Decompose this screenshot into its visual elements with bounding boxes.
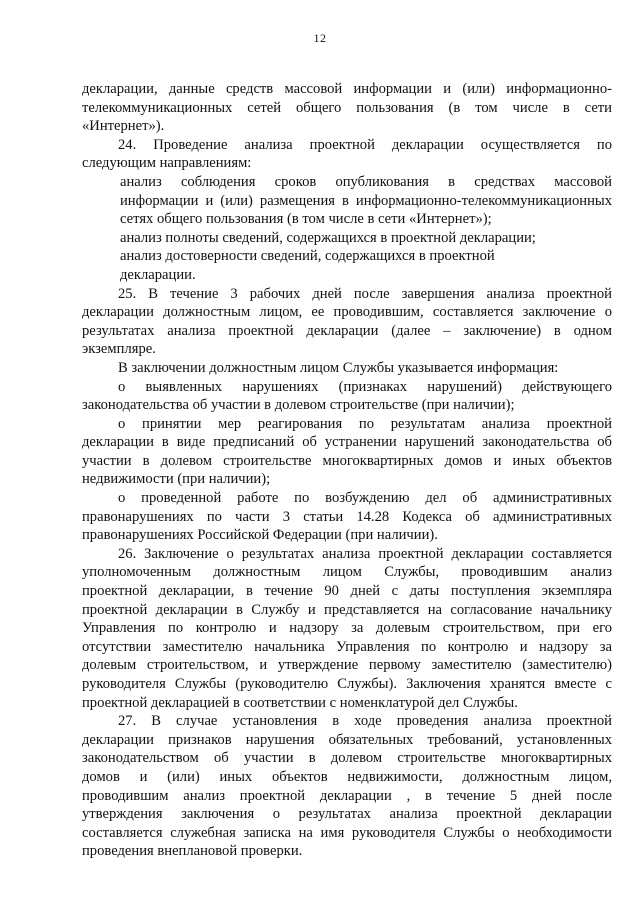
- text-line: 27. В случае установления в ходе проведения анализа проектной: [118, 713, 612, 730]
- text-line: отсутствии заместителю начальника Управления по контролю и надзору за: [82, 638, 612, 655]
- text-line: проведения внеплановой проверки.: [82, 843, 303, 860]
- text-line: 24. Проведение анализа проектной декларации осуществляется по: [118, 136, 612, 153]
- text-line: домов и (или) иных объектов недвижимости, должностным лицом,: [82, 768, 612, 785]
- text-line: анализ полноты сведений, содержащихся в проектной декларации;: [120, 229, 536, 246]
- text-line: декларации в виде предписаний об устранении нарушений законодательства об: [82, 434, 612, 451]
- text-line: В заключении должностным лицом Службы указывается информация:: [118, 359, 559, 376]
- text-line: правонарушениях по части 3 статьи 14.28 Кодекса об административных: [82, 508, 612, 525]
- text-line: правонарушениях Российской Федерации (при наличии).: [82, 527, 438, 544]
- text-line: 26. Заключение о результатах анализа проектной декларации составляется: [118, 545, 612, 562]
- text-line: о выявленных нарушениях (признаках нарушений) действующего: [118, 378, 612, 395]
- text-line: проектной декларации, в течение 90 дней с даты поступления экземпляра: [82, 583, 612, 600]
- text-line: декларации, данные средств массовой информации и (или) информационно-: [82, 81, 612, 97]
- text-line: анализ достоверности сведений, содержащихся в проектной: [120, 248, 495, 265]
- text-line: декларации должностным лицом, ее проводившим, составляется заключение о: [82, 304, 612, 321]
- text-line: декларации признаков нарушения обязательных требований, установленных: [82, 731, 612, 748]
- text-line: телекоммуникационных сетей общего пользования (в том числе в сети: [82, 99, 612, 116]
- text-line: Управления по контролю и надзору за долевым строительством, при его: [82, 620, 612, 637]
- text-line: законодательства об участии в долевом строительстве (при наличии);: [82, 397, 515, 414]
- text-line: проектной декларацией в соответствии с номенклатурой дел Службы.: [82, 694, 518, 711]
- text-line: участии в долевом строительстве многоквартирных домов и иных объектов: [82, 452, 612, 469]
- text-line: 25. В течение 3 рабочих дней после завершения анализа проектной: [118, 285, 612, 302]
- text-line: недвижимости (при наличии);: [82, 471, 271, 488]
- document-body: [82, 80, 612, 861]
- text-line: составляется служебная записка на имя руководителя Службы о необходимости: [82, 824, 612, 841]
- text-line: проектной декларации в Службу и представляется на согласование начальнику: [82, 601, 612, 618]
- text-line: проводившим анализ проектной декларации , в течение 5 дней после: [82, 787, 612, 804]
- text-line: «Интернет»).: [82, 118, 165, 135]
- text-line: законодательством об участии в долевом строительстве многоквартирных: [82, 750, 612, 767]
- text-line: сетях общего пользования (в том числе в сети «Интернет»);: [120, 211, 492, 228]
- text-line: долевым строительством, и утверждение первому заместителю (заместителю): [82, 657, 612, 674]
- text-line: экземпляре.: [82, 341, 156, 358]
- page-number: 12: [313, 31, 327, 45]
- text-line: руководителя Службы (руководителю Службы). Заключения хранятся вместе с: [82, 676, 612, 692]
- text-line: о принятии мер реагирования по результатам анализа проектной: [118, 415, 612, 432]
- text-line: о проведенной работе по возбуждению дел об административных: [118, 490, 612, 507]
- text-line: анализ соблюдения сроков опубликования в средствах массовой: [120, 173, 612, 190]
- text-line: декларации.: [120, 266, 196, 283]
- text-line: утверждения заключения о результатах анализа проектной декларации: [82, 806, 612, 823]
- text-line: информации и (или) размещения в информационно-телекоммуникационных: [120, 192, 612, 209]
- text-line: следующим направлениям:: [82, 155, 252, 172]
- text-line: уполномоченным должностным лицом Службы, проводившим анализ: [82, 564, 612, 581]
- text-line: результатах анализа проектной декларации (далее – заключение) в одном: [82, 322, 612, 339]
